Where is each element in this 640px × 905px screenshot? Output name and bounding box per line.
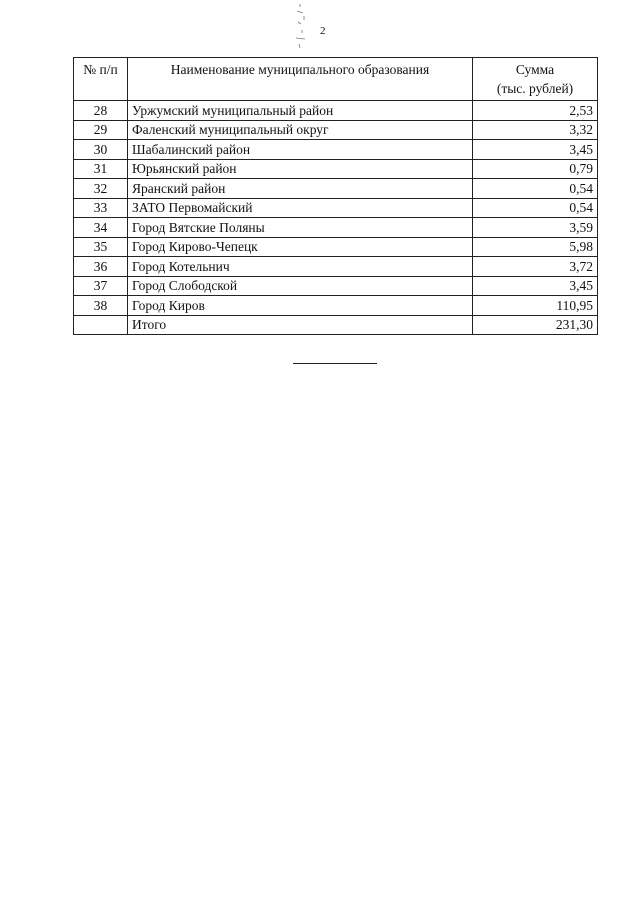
row-municipality-name: Уржумский муниципальный район bbox=[128, 101, 473, 121]
row-number: 31 bbox=[74, 159, 128, 179]
page-number: 2 bbox=[320, 25, 326, 37]
table-row bbox=[74, 276, 598, 296]
row-municipality-name: Юрьянский район bbox=[128, 159, 473, 179]
table-row bbox=[74, 198, 598, 218]
row-number: 33 bbox=[74, 198, 128, 218]
row-municipality-name: ЗАТО Первомайский bbox=[128, 198, 473, 218]
table-header-row bbox=[74, 58, 598, 101]
row-sum: 0,79 bbox=[473, 159, 598, 179]
table-row bbox=[74, 101, 598, 121]
row-number: 37 bbox=[74, 276, 128, 296]
row-sum: 5,98 bbox=[473, 237, 598, 257]
table-row bbox=[74, 140, 598, 160]
row-municipality-name: Фаленский муниципальный округ bbox=[128, 120, 473, 140]
row-sum: 3,32 bbox=[473, 120, 598, 140]
table-row bbox=[74, 120, 598, 140]
total-number bbox=[74, 315, 128, 335]
header-sum-title: Сумма bbox=[515, 62, 555, 77]
row-sum: 3,59 bbox=[473, 218, 598, 238]
table-row bbox=[74, 237, 598, 257]
row-number: 30 bbox=[74, 140, 128, 160]
total-sum: 231,30 bbox=[473, 315, 598, 335]
table-row bbox=[74, 218, 598, 238]
row-number: 38 bbox=[74, 296, 128, 316]
row-municipality-name: Город Киров bbox=[128, 296, 473, 316]
row-municipality-name: Яранский район bbox=[128, 179, 473, 199]
scan-artifact-mark bbox=[294, 2, 308, 52]
table-row bbox=[74, 257, 598, 277]
row-number: 34 bbox=[74, 218, 128, 238]
table-row bbox=[74, 179, 598, 199]
table-row bbox=[74, 159, 598, 179]
row-sum: 3,45 bbox=[473, 276, 598, 296]
row-sum: 3,72 bbox=[473, 257, 598, 277]
municipal-sum-table bbox=[73, 57, 598, 335]
row-municipality-name: Город Кирово-Чепецк bbox=[128, 237, 473, 257]
header-sum-unit: (тыс. рублей) bbox=[496, 81, 574, 96]
header-municipality-name: Наименование муниципального образования bbox=[128, 58, 473, 101]
row-number: 32 bbox=[74, 179, 128, 199]
row-number: 29 bbox=[74, 120, 128, 140]
row-municipality-name: Город Котельнич bbox=[128, 257, 473, 277]
table-total-row bbox=[74, 315, 598, 335]
header-number: № п/п bbox=[74, 58, 128, 101]
header-sum bbox=[473, 58, 598, 101]
end-of-document-line bbox=[293, 363, 377, 364]
row-sum: 110,95 bbox=[473, 296, 598, 316]
row-sum: 3,45 bbox=[473, 140, 598, 160]
table-row bbox=[74, 296, 598, 316]
row-municipality-name: Город Слободской bbox=[128, 276, 473, 296]
row-sum: 0,54 bbox=[473, 198, 598, 218]
row-municipality-name: Город Вятские Поляны bbox=[128, 218, 473, 238]
row-sum: 2,53 bbox=[473, 101, 598, 121]
row-sum: 0,54 bbox=[473, 179, 598, 199]
row-number: 36 bbox=[74, 257, 128, 277]
total-label: Итого bbox=[128, 315, 473, 335]
row-municipality-name: Шабалинский район bbox=[128, 140, 473, 160]
row-number: 35 bbox=[74, 237, 128, 257]
row-number: 28 bbox=[74, 101, 128, 121]
